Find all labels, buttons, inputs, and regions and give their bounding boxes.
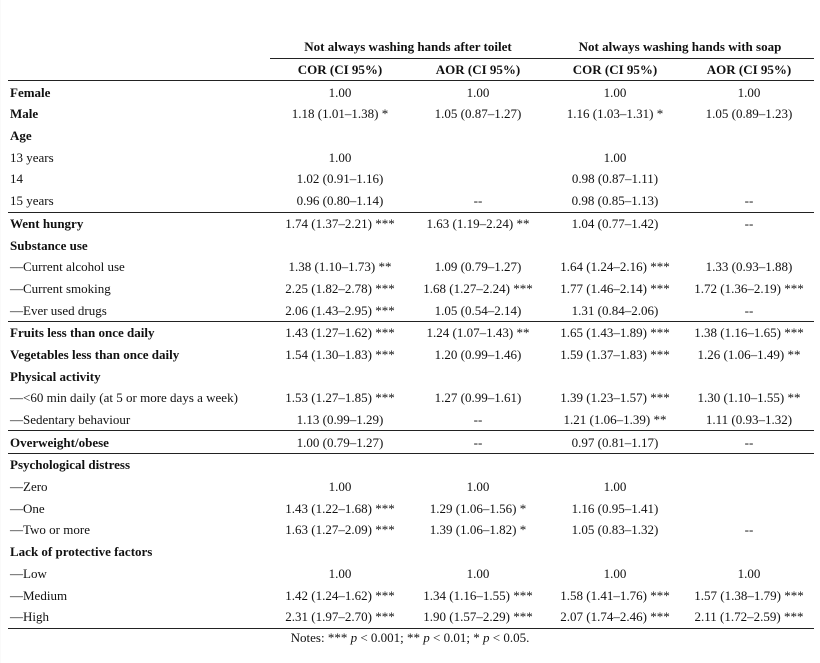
- row-label: Physical activity: [10, 368, 101, 384]
- aor-toilet-cell: [410, 168, 546, 190]
- cor-toilet-cell: 0.96 (0.80–1.14): [296, 193, 384, 209]
- table-row: [8, 212, 814, 234]
- row-label: —Zero: [10, 479, 48, 495]
- notes-prefix: Notes: ***: [290, 630, 351, 645]
- notes-threshold-2: < 0.01; *: [429, 630, 483, 645]
- aor-toilet-cell: 1.34 (1.16–1.55) ***: [423, 587, 533, 603]
- cor-toilet-cell: 1.63 (1.27–2.09) ***: [285, 522, 395, 538]
- table-row: [8, 278, 814, 300]
- table-row: [8, 431, 814, 454]
- notes-p-symbol: p: [483, 630, 490, 645]
- aor-toilet-cell: 1.90 (1.57–2.29) ***: [410, 606, 546, 628]
- cor-soap-cell: 1.64 (1.24–2.16) ***: [560, 259, 670, 275]
- aor-toilet-cell: [410, 541, 546, 563]
- row-label: Fruits less than once daily: [8, 321, 270, 343]
- table-row: [8, 563, 814, 585]
- cor-soap-cell: 1.58 (1.41–1.76) ***: [560, 587, 670, 603]
- column-header-aor-toilet: AOR (CI 95%): [435, 62, 521, 78]
- cor-toilet-cell: 1.02 (0.91–1.16): [296, 171, 384, 187]
- aor-toilet-cell: 1.63 (1.19–2.24) **: [410, 212, 546, 234]
- cor-toilet-cell: 1.43 (1.27–1.62) ***: [270, 321, 410, 343]
- row-label: —Medium: [10, 587, 68, 603]
- row-label: Female: [8, 81, 270, 103]
- table-row: [8, 344, 814, 366]
- cor-toilet-cell: 2.25 (1.82–2.78) ***: [285, 280, 395, 296]
- cor-toilet-cell: [270, 454, 410, 476]
- cor-toilet-cell: 1.13 (0.99–1.29): [296, 412, 384, 428]
- column-header-cor-toilet: COR (CI 95%): [297, 62, 383, 78]
- row-label: 14: [10, 171, 23, 187]
- cor-toilet-cell: 1.74 (1.37–2.21) ***: [270, 212, 410, 234]
- row-label: —Two or more: [10, 522, 90, 538]
- table-row: [8, 497, 814, 519]
- cor-toilet-cell: 1.42 (1.24–1.62) ***: [285, 587, 395, 603]
- aor-toilet-cell: 1.68 (1.27–2.24) ***: [423, 280, 533, 296]
- aor-toilet-cell: --: [410, 431, 546, 454]
- cor-soap-cell: 2.07 (1.74–2.46) ***: [546, 606, 684, 628]
- notes-threshold-1: < 0.001; **: [357, 630, 424, 645]
- aor-toilet-cell: [410, 146, 546, 168]
- cor-soap-cell: [546, 234, 684, 256]
- row-label: —Sedentary behaviour: [10, 412, 131, 428]
- row-label: Substance use: [10, 237, 88, 253]
- aor-soap-cell: 1.05 (0.89–1.23): [705, 106, 793, 122]
- cor-toilet-cell: [270, 125, 410, 147]
- column-header-aor-soap: AOR (CI 95%): [706, 62, 792, 78]
- notes-threshold-3: < 0.05.: [489, 630, 530, 645]
- table-row: [8, 387, 814, 409]
- row-label: Overweight/obese: [8, 431, 270, 454]
- cor-toilet-cell: 1.00: [328, 479, 352, 495]
- aor-soap-cell: [684, 476, 814, 498]
- group-header-toilet: Not always washing hands after toilet: [270, 36, 546, 58]
- table-header: [8, 36, 814, 81]
- group-header-row: [8, 36, 814, 58]
- cor-soap-cell: 1.77 (1.46–2.14) ***: [560, 280, 670, 296]
- aor-soap-cell: 1.72 (1.36–2.19) ***: [694, 280, 804, 296]
- aor-toilet-cell: 1.29 (1.06–1.56) *: [429, 500, 527, 516]
- table-row: [8, 541, 814, 563]
- row-label: 15 years: [10, 193, 54, 209]
- cor-soap-cell: 1.00: [603, 479, 627, 495]
- cor-toilet-cell: [270, 365, 410, 387]
- cor-soap-cell: 1.59 (1.37–1.83) ***: [560, 346, 670, 362]
- aor-toilet-cell: [410, 125, 546, 147]
- aor-soap-cell: 1.33 (0.93–1.88): [705, 259, 793, 275]
- aor-soap-cell: --: [684, 212, 814, 234]
- cor-soap-cell: 1.16 (0.95–1.41): [571, 500, 659, 516]
- row-label: Went hungry: [8, 212, 270, 234]
- table-row: [8, 454, 814, 476]
- table-row: [8, 168, 814, 190]
- notes-p-symbol: p: [350, 630, 358, 645]
- results-table: [8, 36, 814, 629]
- aor-soap-cell: [684, 168, 814, 190]
- aor-soap-cell: 1.26 (1.06–1.49) **: [697, 346, 801, 362]
- table-row: [8, 234, 814, 256]
- aor-toilet-cell: 1.00: [466, 565, 490, 581]
- cor-soap-cell: [546, 454, 684, 476]
- aor-toilet-cell: --: [473, 412, 483, 428]
- aor-toilet-cell: 1.05 (0.54–2.14): [434, 302, 522, 318]
- aor-soap-cell: [684, 454, 814, 476]
- cor-toilet-cell: 1.00: [328, 565, 352, 581]
- aor-soap-cell: 1.11 (0.93–1.32): [705, 412, 793, 428]
- row-label: —Ever used drugs: [10, 302, 107, 318]
- cor-toilet-cell: [270, 234, 410, 256]
- table-row: [8, 190, 814, 212]
- aor-toilet-cell: 1.00: [466, 479, 490, 495]
- row-label: —High: [8, 606, 270, 628]
- aor-toilet-cell: [410, 365, 546, 387]
- cor-soap-cell: 1.31 (0.84–2.06): [571, 302, 659, 318]
- aor-soap-cell: [684, 497, 814, 519]
- cor-soap-cell: 1.05 (0.83–1.32): [571, 522, 659, 538]
- table-row: [8, 409, 814, 431]
- aor-soap-cell: [684, 365, 814, 387]
- table-row: [8, 146, 814, 168]
- cor-soap-cell: 1.21 (1.06–1.39) **: [563, 412, 667, 428]
- aor-soap-cell: --: [744, 193, 754, 209]
- cor-toilet-cell: 1.43 (1.22–1.68) ***: [285, 500, 395, 516]
- aor-toilet-cell: 1.20 (0.99–1.46): [434, 346, 522, 362]
- table-row: [8, 125, 814, 147]
- aor-soap-cell: [684, 541, 814, 563]
- cor-soap-cell: 1.00: [603, 565, 627, 581]
- row-label: Lack of protective factors: [10, 544, 153, 560]
- cor-toilet-cell: 1.18 (1.01–1.38) *: [291, 106, 389, 122]
- cor-soap-cell: 1.04 (0.77–1.42): [546, 212, 684, 234]
- cor-toilet-cell: 1.00 (0.79–1.27): [270, 431, 410, 454]
- aor-toilet-cell: 1.05 (0.87–1.27): [434, 106, 522, 122]
- aor-soap-cell: --: [744, 302, 754, 318]
- table-row: [8, 606, 814, 628]
- table-row: [8, 321, 814, 343]
- aor-toilet-cell: 1.24 (1.07–1.43) **: [410, 321, 546, 343]
- cor-soap-cell: 0.98 (0.85–1.13): [571, 193, 659, 209]
- row-label: Age: [10, 128, 32, 144]
- aor-soap-cell: 1.00: [684, 81, 814, 103]
- cor-toilet-cell: [270, 541, 410, 563]
- table-notes: [0, 630, 820, 646]
- notes-p-symbol: p: [423, 630, 430, 645]
- aor-soap-cell: --: [684, 431, 814, 454]
- cor-toilet-cell: 1.54 (1.30–1.83) ***: [285, 346, 395, 362]
- aor-soap-cell: [684, 234, 814, 256]
- aor-toilet-cell: [410, 234, 546, 256]
- empty-header-cell: [8, 36, 270, 58]
- cor-toilet-cell: 1.00: [270, 81, 410, 103]
- table-row: [8, 299, 814, 321]
- cor-toilet-cell: 2.06 (1.43–2.95) ***: [285, 302, 395, 318]
- row-label: Psychological distress: [8, 454, 270, 476]
- row-label: Vegetables less than once daily: [10, 346, 180, 362]
- cor-soap-cell: [546, 541, 684, 563]
- cor-toilet-cell: 1.00: [328, 149, 352, 165]
- aor-toilet-cell: 1.27 (0.99–1.61): [434, 390, 522, 406]
- cor-soap-cell: [546, 365, 684, 387]
- row-label: —<60 min daily (at 5 or more days a week): [10, 390, 238, 406]
- aor-toilet-cell: --: [473, 193, 483, 209]
- cor-soap-cell: [546, 125, 684, 147]
- aor-toilet-cell: 1.09 (0.79–1.27): [434, 259, 522, 275]
- aor-soap-cell: --: [744, 522, 754, 538]
- cor-soap-cell: 1.00: [603, 149, 627, 165]
- cor-toilet-cell: 1.38 (1.10–1.73) **: [288, 259, 392, 275]
- table-body: [8, 81, 814, 628]
- aor-soap-cell: 1.30 (1.10–1.55) **: [697, 390, 801, 406]
- table-row: [8, 476, 814, 498]
- aor-soap-cell: [684, 146, 814, 168]
- cor-toilet-cell: 1.53 (1.27–1.85) ***: [285, 390, 395, 406]
- cor-soap-cell: 0.98 (0.87–1.11): [571, 171, 659, 187]
- table-row: [8, 365, 814, 387]
- aor-toilet-cell: 1.00: [410, 81, 546, 103]
- row-label: —Low: [10, 565, 47, 581]
- cor-soap-cell: 0.97 (0.81–1.17): [546, 431, 684, 454]
- row-label: 13 years: [10, 149, 54, 165]
- aor-soap-cell: 1.00: [737, 565, 761, 581]
- group-header-soap: Not always washing hands with soap: [546, 36, 814, 58]
- row-label: Male: [10, 106, 39, 122]
- column-header-cor-soap: COR (CI 95%): [572, 62, 658, 78]
- aor-soap-cell: [684, 125, 814, 147]
- column-header-row: [8, 58, 814, 81]
- cor-soap-cell: 1.65 (1.43–1.89) ***: [546, 321, 684, 343]
- table-row: [8, 103, 814, 125]
- row-label: —Current smoking: [10, 280, 111, 296]
- cor-soap-cell: 1.39 (1.23–1.57) ***: [560, 390, 670, 406]
- table-row: [8, 519, 814, 541]
- aor-toilet-cell: [410, 454, 546, 476]
- row-label: —One: [10, 500, 45, 516]
- table-row: [8, 256, 814, 278]
- row-label: —Current alcohol use: [10, 259, 125, 275]
- aor-soap-cell: 1.38 (1.16–1.65) ***: [684, 321, 814, 343]
- aor-soap-cell: 1.57 (1.38–1.79) ***: [694, 587, 804, 603]
- cor-soap-cell: 1.16 (1.03–1.31) *: [566, 106, 664, 122]
- aor-soap-cell: 2.11 (1.72–2.59) ***: [684, 606, 814, 628]
- aor-toilet-cell: 1.39 (1.06–1.82) *: [429, 522, 527, 538]
- table-row: [8, 81, 814, 103]
- cor-toilet-cell: 2.31 (1.97–2.70) ***: [270, 606, 410, 628]
- cor-soap-cell: 1.00: [546, 81, 684, 103]
- table-row: [8, 584, 814, 606]
- empty-header-cell: [8, 58, 270, 81]
